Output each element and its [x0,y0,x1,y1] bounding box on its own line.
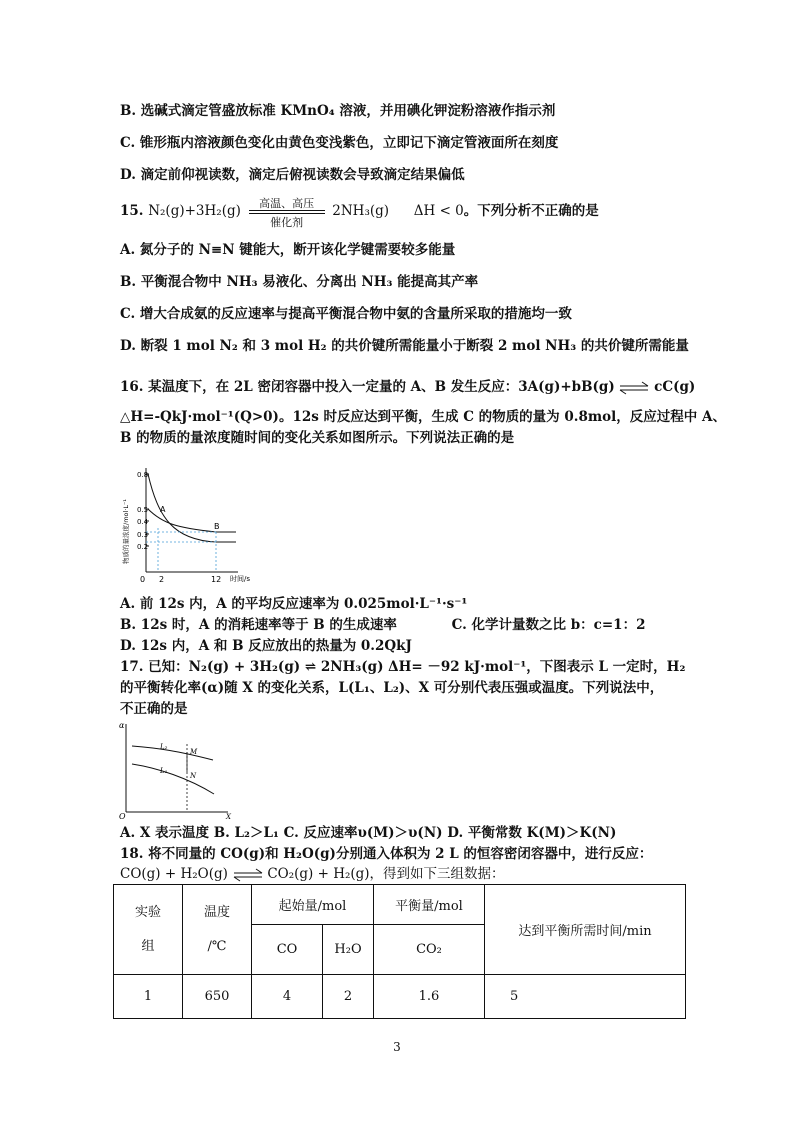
svg-text:0.2: 0.2 [137,543,149,551]
q14-option-b: B. 选碱式滴定管盛放标准 KMnO₄ 溶液，并用碘化钾淀粉溶液作指示剂 [120,103,556,119]
q16-stem1a: 16. 某温度下，在 2L 密闭容器中投入一定量的 A、B 发生反应：3A(g)+bB(g) [120,379,615,395]
q16-x-axis-label: 时间/s [230,575,251,583]
th-time: 达到平衡所需时间/min [485,885,686,975]
q16-stem-line3: B 的物质的量浓度随时间的变化关系如图所示。下列说法正确的是 [120,430,515,446]
q18-stem-line1: 18. 将不同量的 CO(g)和 H₂O(g)分别通入体积为 2 L 的恒容密闭容器中，进行反应： [120,846,653,862]
th-group [114,885,183,975]
q14-option-c: C. 锥形瓶内溶液颜色变化由黄色变浅紫色，立即记下滴定管液面所在刻度 [120,135,559,151]
q17-x-axis-label: X [226,813,231,821]
q15-stem [120,196,599,229]
svg-text:0.5: 0.5 [137,506,149,514]
q15-option-d: D. 断裂 1 mol N₂ 和 3 mol H₂ 的共价键所需能量小于断裂 2 mol NH₃ 的共价键所需能量 [120,338,689,354]
q17-conversion-graph [118,718,236,822]
svg-text:12: 12 [211,575,222,584]
q15-option-b: B. 平衡混合物中 NH₃ 易液化、分离出 NH₃ 能提高其产率 [120,274,479,290]
q15-cond-bottom: 催化剂 [270,215,304,229]
q18-stem2a: CO(g) + H₂O(g) [120,866,228,882]
svg-text:0.8: 0.8 [137,471,149,479]
svg-text:2: 2 [159,575,165,584]
q17-point-n: N [190,772,197,780]
q17-l1-label: L₁ [160,767,168,775]
q17-point-m: M [190,748,198,756]
th-temp-line1: 温度 [203,904,230,920]
th-h2o: H₂O [323,925,374,975]
th-start-amount: 起始量/mol [252,885,374,925]
q16-y-axis-label: 物质的量浓度/mol·L⁻¹ [122,498,130,564]
q15-option-c: C. 增大合成氨的反应速率与提高平衡混合物中氨的含量所采取的措施均一致 [120,306,572,322]
cell-group: 1 [114,975,183,1019]
th-group-line1: 实验 [134,904,161,920]
q16-option-b-text: B. 12s 时，A 的消耗速率等于 B 的生成速率 [120,617,397,633]
q16-origin-label: 0 [140,575,146,584]
th-co2: CO₂ [374,925,485,975]
q16-option-a: A. 前 12s 内，A 的平均反应速率为 0.025mol·L⁻¹·s⁻¹ [120,596,468,612]
q15-cond-top: 高温、高压 [259,196,315,210]
q16-option-c: C. 化学计量数之比 b：c=1：2 [451,617,646,633]
th-co: CO [252,925,323,975]
q17-stem-line2: 的平衡转化率(α)随 X 的变化关系，L(L₁、L₂)、X 可分别代表压强或温度。下列说法中， [120,680,664,696]
q14-option-d: D. 滴定前仰视读数，滴定后俯视读数会导致滴定结果偏低 [120,167,465,183]
th-temperature [183,885,252,975]
th-equilibrium-amount: 平衡量/mol [374,885,485,925]
q15-number: 15. [120,203,144,219]
q17-y-axis-label: α [119,721,125,730]
q18-stem-line2 [120,864,505,884]
q15-option-a: A. 氮分子的 N≡N 键能大，断开该化学键需要较多能量 [120,242,456,258]
svg-text:0.4: 0.4 [137,518,149,526]
cell-time: 5 [485,975,686,1019]
q16-stem-line1 [120,377,695,397]
q17-options: A. X 表示温度 B. L₂＞L₁ C. 反应速率υ(M)＞υ(N) D. 平衡常数 K(M)＞K(N) [120,825,617,841]
q15-rhs: 2NH₃(g) [332,203,390,219]
th-group-line2: 组 [141,938,155,954]
equilibrium-arrow-icon [233,869,263,881]
q16-curve-a-label: A [160,505,166,514]
cell-co: 4 [252,975,323,1019]
q17-stem-line3: 不正确的是 [120,701,188,717]
table-row [114,975,686,1019]
q16-option-d: D. 12s 内，A 和 B 反应放出的热量为 0.2QkJ [120,638,412,654]
q18-data-table [113,884,686,1019]
th-temp-line2: /℃ [207,938,227,954]
equilibrium-arrow-icon [619,382,649,394]
q15-lhs: N₂(g)+3H₂(g) [148,203,241,219]
cell-co2: 1.6 [374,975,485,1019]
q15-condition-arrow [249,196,325,229]
q15-dh: ΔH < 0 [413,203,464,219]
q18-stem2b: CO₂(g) + H₂(g)，得到如下三组数据： [267,866,505,882]
q16-option-b [120,615,645,635]
q16-concentration-graph [118,462,251,586]
q17-stem-line1: 17. 已知：N₂(g) + 3H₂(g) ⇌ 2NH₃(g) ΔH= －92 kJ·mol⁻¹，下图表示 L 一定时，H₂ [120,659,686,675]
svg-text:0.3: 0.3 [137,531,149,539]
cell-h2o: 2 [323,975,374,1019]
page-number: 3 [393,1040,401,1054]
q17-l2-label: L₂ [160,743,168,751]
q16-curve-b-label: B [214,522,220,531]
q15-stem-text: 。下列分析不正确的是 [463,203,599,219]
q16-stem1b: cC(g) [654,379,696,395]
q17-origin-label: O [119,812,126,821]
cell-temp: 650 [183,975,252,1019]
q16-stem-line2: △H=-QkJ·mol⁻¹(Q>0)。12s 时反应达到平衡，生成 C 的物质的量为 0.8mol，反应过程中 A、 [120,409,726,425]
